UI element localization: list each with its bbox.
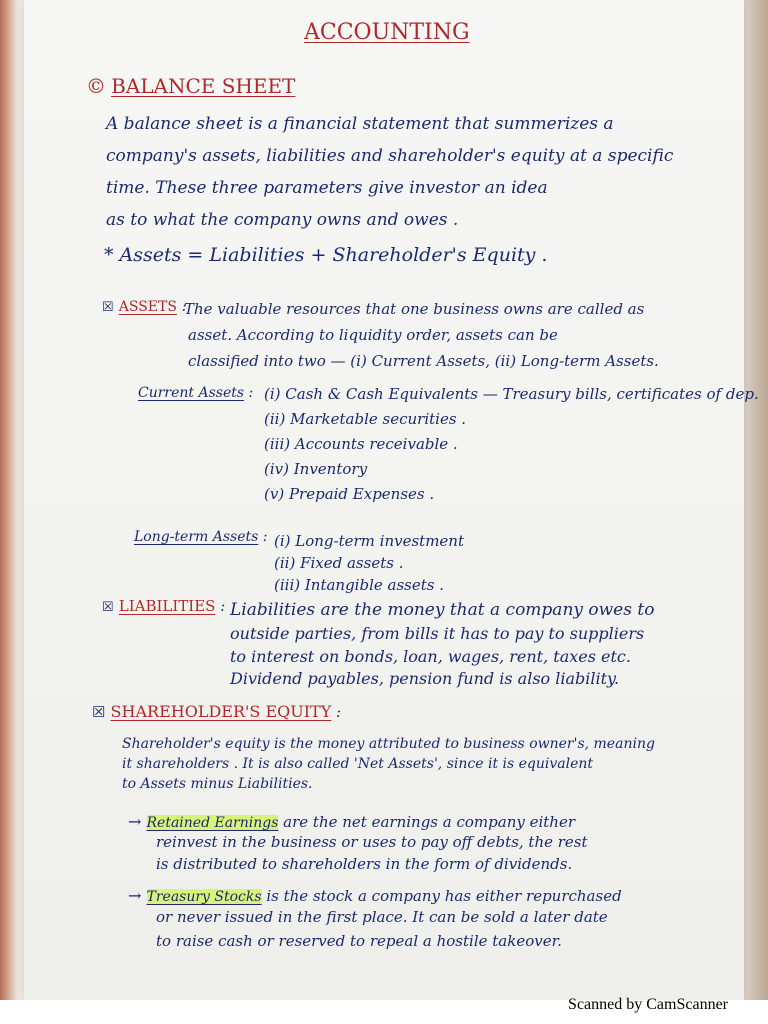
retained-earnings-line: is distributed to shareholders in the form of dividends. [156, 855, 573, 873]
assets-heading-text: ASSETS [118, 299, 177, 315]
paragraph-line: A balance sheet is a financial statement that summerizes a [106, 114, 614, 134]
retained-earnings-block [128, 812, 588, 875]
longterm-assets-label-text: Long-term Assets [134, 529, 259, 545]
liabilities-line: outside parties, from bills it has to pay to suppliers [230, 624, 645, 643]
assets-description [184, 296, 659, 374]
equity-line: to Assets minus Liabilities. [122, 776, 313, 792]
retained-earnings-term: Retained Earnings [146, 815, 279, 831]
treasury-stocks-line: or never issued in the first place. It can be sold a later date [156, 908, 608, 926]
current-assets-list [264, 382, 759, 507]
treasury-stocks-line: to raise cash or reserved to repeal a hostile takeover. [156, 932, 562, 950]
checkbox-icon: ☒ [102, 300, 114, 315]
equity-line: it shareholders . It is also called 'Net Assets', since it is equivalent [122, 756, 594, 772]
equity-heading-text: SHAREHOLDER'S EQUITY [110, 702, 332, 721]
treasury-stocks-term: Treasury Stocks [146, 889, 262, 905]
list-item: (iv) Inventory [264, 460, 368, 478]
list-item: (ii) Marketable securities . [264, 410, 467, 428]
list-item: (iii) Intangible assets . [274, 576, 445, 594]
retained-earnings-line: reinvest in the business or uses to pay off debts, the rest [156, 833, 588, 851]
list-item: (i) Cash & Cash Equivalents — Treasury bills, certificates of dep. [264, 385, 759, 403]
equity-line: Shareholder's equity is the money attributed to business owner's, meaning [122, 736, 655, 752]
scanner-watermark: Scanned by CamScanner [568, 996, 728, 1013]
checkbox-icon: ☒ [102, 600, 114, 615]
longterm-assets-list [274, 530, 464, 596]
liabilities-heading: ☒ LIABILITIES : [102, 597, 226, 615]
list-item: (ii) Fixed assets . [274, 554, 404, 572]
current-assets-label-text: Current Assets [138, 385, 245, 401]
assets-line: The valuable resources that one business owns are called as [184, 300, 645, 318]
checkbox-icon: ☒ [92, 703, 106, 721]
equation-text: * Assets = Liabilities + Shareholder's Equity . [104, 244, 548, 266]
liabilities-line: to interest on bonds, loan, wages, rent, taxes etc. [230, 647, 631, 666]
arrow-right-icon: → [128, 812, 142, 831]
title-text: ACCOUNTING [304, 20, 470, 45]
treasury-stocks-block [128, 886, 622, 953]
paragraph-line: time. These three parameters give investor an idea [106, 178, 548, 198]
arrow-right-icon: → [128, 886, 142, 905]
current-assets-label: Current Assets : [138, 385, 254, 401]
balance-equation [104, 244, 547, 266]
assets-line: classified into two — (i) Current Assets, (ii) Long-term Assets. [188, 352, 659, 370]
list-item: (i) Long-term investment [274, 532, 464, 550]
list-item: (iii) Accounts receivable . [264, 435, 458, 453]
balance-sheet-heading [86, 74, 295, 98]
liabilities-line: Dividend payables, pension fund is also liability. [230, 669, 620, 688]
longterm-assets-label: Long-term Assets : [134, 529, 268, 545]
list-item: (v) Prepaid Expenses . [264, 485, 435, 503]
assets-heading: ☒ ASSETS : [102, 297, 187, 315]
treasury-stocks-line: is the stock a company has either repurchased [261, 887, 622, 905]
liabilities-heading-text: LIABILITIES [118, 597, 216, 615]
assets-line: asset. According to liquidity order, assets can be [188, 326, 558, 344]
paragraph-line: company's assets, liabilities and shareholder's equity at a specific [106, 146, 674, 166]
liabilities-description [230, 598, 654, 690]
equity-description [122, 734, 655, 794]
page-title [304, 20, 470, 45]
liabilities-line: Liabilities are the money that a company owes to [230, 600, 655, 620]
balance-sheet-heading-text: BALANCE SHEET [111, 74, 296, 98]
bullet-icon: © [86, 74, 106, 98]
balance-sheet-paragraph [106, 108, 673, 236]
notebook-page [24, 0, 759, 1000]
paragraph-line: as to what the company owns and owes . [106, 210, 459, 230]
retained-earnings-line: are the net earnings a company either [278, 813, 576, 831]
equity-heading: ☒ SHAREHOLDER'S EQUITY : [92, 702, 342, 721]
